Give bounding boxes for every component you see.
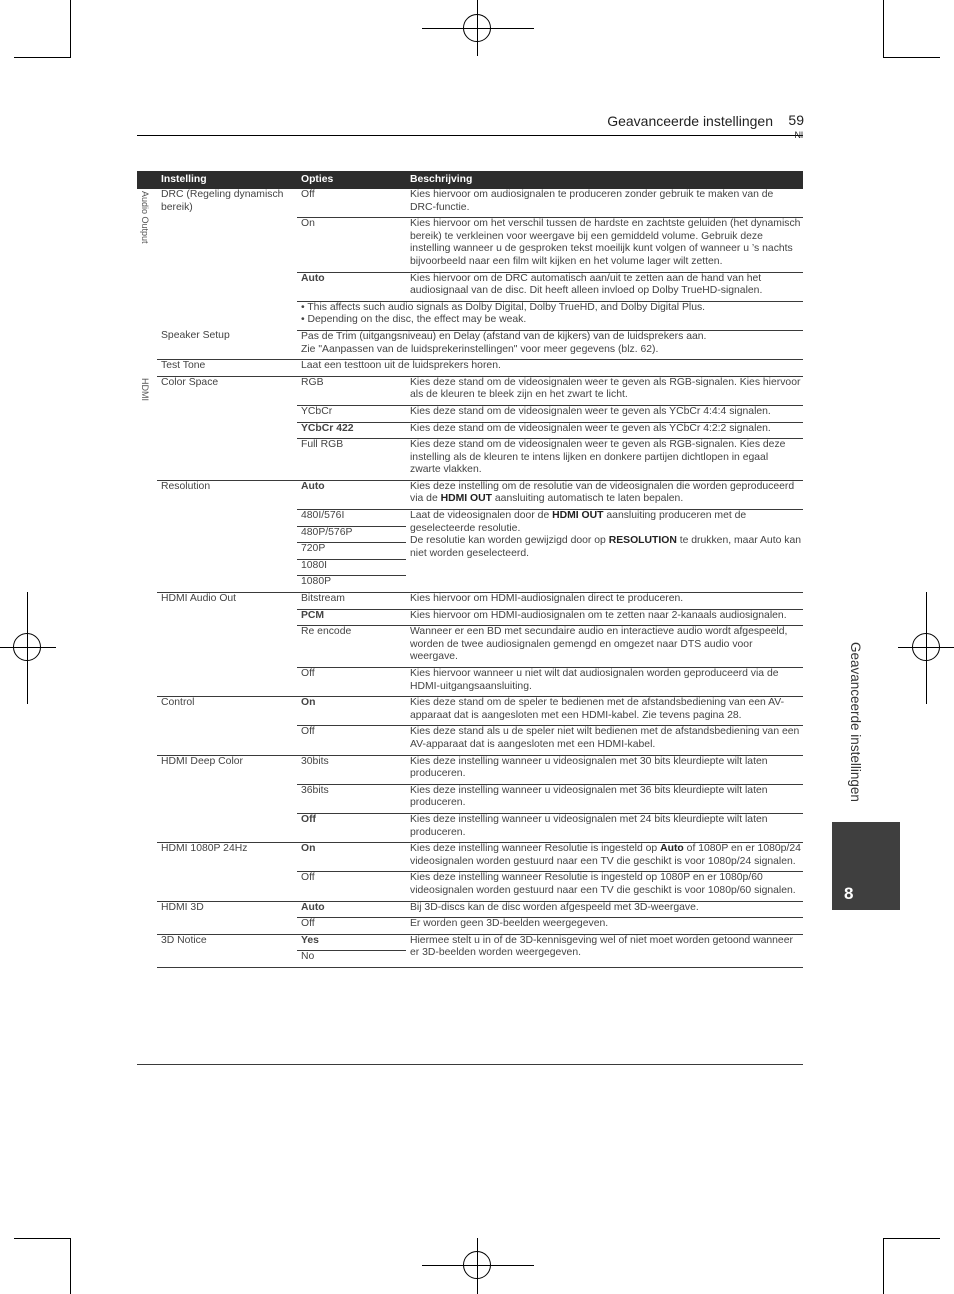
option-cell: Auto: [297, 272, 406, 301]
description-text: aansluiting automatisch te laten bepalen.: [492, 493, 684, 505]
option-cell: 30bits: [297, 755, 406, 784]
description-cell: [406, 510, 803, 593]
setting-cell: HDMI 1080P 24Hz: [157, 843, 297, 901]
option-cell: YCbCr 422: [297, 422, 406, 439]
option-cell: On: [297, 843, 406, 872]
option-cell: Bitstream: [297, 593, 406, 610]
description-line: Pas de Trim (uitgangsniveau) en Delay (afstand van de kijkers) van de luidsprekers aan.: [301, 330, 707, 342]
option-cell: Auto: [297, 480, 406, 509]
option-cell: YCbCr: [297, 405, 406, 422]
setting-cell: Resolution: [157, 480, 297, 592]
description-cell: Kies deze stand om de videosignalen weer te geven als RGB-signalen. Kies deze instelling als de kleuren te intens lijken en donkere partijen dichtlopen in egaal zwarte vlakken.: [406, 439, 803, 481]
crop-mark: [883, 1238, 884, 1294]
crop-mark: [70, 1238, 71, 1294]
table-row: [137, 480, 803, 509]
description-cell: Kies hiervoor om HDMI-audiosignalen direct te produceren.: [406, 593, 803, 610]
description-cell: Kies deze instelling wanneer Resolutie is ingesteld op 1080P en er 1080p/60 videosignalen worden gestuurd naar een TV die geschikt is voor 1080p/60 signalen.: [406, 872, 803, 901]
option-cell: RGB: [297, 376, 406, 405]
description-text: of 1080P en er 1080p/24 videosignalen worden gestuurd naar een TV die geschikt is voor 1080p/24 signalen.: [410, 843, 801, 867]
registration-circle: [912, 633, 940, 661]
chapter-side-title: Geavanceerde instellingen: [848, 642, 863, 802]
description-cell: Wanneer er een BD met secundaire audio en interactieve audio wordt afgespeeld, worden de twee audiosignalen gemengd en omgezet naar DTS audio voor weergave.: [406, 626, 803, 668]
description-text: te drukken, maar Auto kan niet worden geselecteerd.: [410, 535, 802, 559]
group-cell: [137, 376, 157, 967]
option-cell: Re encode: [297, 626, 406, 668]
chapter-tab: [832, 822, 900, 910]
description-cell: Er worden geen 3D-beelden weergegeven.: [406, 918, 803, 935]
option-cell: Off: [297, 726, 406, 755]
description-cell: Bij 3D-discs kan de disc worden afgespeeld met 3D-weergave.: [406, 901, 803, 918]
setting-cell: Control: [157, 697, 297, 755]
option-cell: 1080P: [297, 576, 406, 593]
setting-cell: HDMI 3D: [157, 901, 297, 934]
description-cell: Hiermee stelt u in of de 3D-kennisgeving wel of niet moet worden getoond wanneer er 3D-beelden worden weergegeven.: [406, 934, 803, 967]
crop-mark: [883, 1238, 940, 1239]
table-row: [137, 593, 803, 610]
auto-label: Auto: [660, 843, 684, 855]
description-cell: Kies deze stand om de videosignalen weer te geven als RGB-signalen. Kies hiervoor als de kleuren te bleek zijn en het zwart te licht.: [406, 376, 803, 405]
column-header: Beschrijving: [406, 171, 803, 189]
setting-cell: HDMI Deep Color: [157, 755, 297, 843]
crop-mark: [14, 57, 71, 58]
setting-cell: DRC (Regeling dynamisch bereik): [161, 189, 284, 213]
crop-mark: [70, 0, 71, 58]
description-line: Zie "Aanpassen van de luidsprekerinstellingen" voor meer gegevens (blz. 62).: [301, 343, 659, 355]
description-text: De resolutie kan worden gewijzigd door op: [410, 535, 609, 547]
option-cell: Full RGB: [297, 439, 406, 481]
table-row: [137, 189, 803, 218]
description-cell: [297, 330, 803, 359]
description-line: [410, 510, 801, 535]
description-cell: Kies deze stand om de videosignalen weer te geven als YCbCr 4:4:4 signalen.: [406, 405, 803, 422]
setting-cell: Color Space: [157, 376, 297, 480]
description-cell: Kies deze instelling wanneer u videosignalen met 36 bits kleurdiepte wilt laten produceren.: [406, 784, 803, 813]
description-text: Kies deze instelling om de resolutie van de videosignalen die worden geproduceerd via de: [410, 480, 795, 505]
description-cell: Kies deze instelling wanneer u videosignalen met 30 bits kleurdiepte wilt laten produceren.: [406, 755, 803, 784]
description-text: Laat de videosignalen door de: [410, 510, 553, 522]
settings-table: [137, 171, 803, 968]
table-bottom-rule: [137, 1064, 803, 1065]
group-label-hdmi: HDMI: [140, 378, 150, 402]
crop-mark: [883, 57, 940, 58]
description-cell: Kies hiervoor wanneer u niet wilt dat audiosignalen worden geproduceerd via de HDMI-uitgangsaansluiting.: [406, 668, 803, 697]
page-title: Geavanceerde instellingen: [607, 113, 773, 129]
registration-circle: [463, 1251, 491, 1279]
table-row: [137, 697, 803, 726]
description-cell: Kies deze stand om de speler te bedienen met de afstandsbediening van een AV-apparaat dat is aangesloten met een HDMI-kabel. Zie tevens pagina 28.: [406, 697, 803, 726]
table-row: [137, 755, 803, 784]
option-cell: 720P: [297, 543, 406, 560]
note-line: • Depending on the disc, the effect may be weak.: [301, 314, 527, 326]
table-row: [137, 901, 803, 918]
table-header-row: [137, 171, 803, 189]
option-cell: 480P/576P: [297, 526, 406, 543]
table-row: [137, 330, 803, 359]
column-header: Opties: [297, 171, 406, 189]
group-cell: [137, 189, 157, 376]
option-cell: On: [297, 218, 406, 272]
description-text: aansluiting produceren met de geselecteerde resolutie.: [410, 510, 747, 534]
group-label-audio-output: Audio Output: [140, 191, 150, 244]
description-text: Kies deze instelling wanneer Resolutie is ingesteld op: [410, 843, 661, 855]
registration-circle: [13, 633, 41, 661]
option-cell: Off: [297, 668, 406, 697]
description-cell: [406, 480, 803, 509]
description-cell: Kies deze stand als u de speler niet wilt bedienen met de afstandsbediening van een AV-apparaat dat is aangesloten met een HDMI-kabel.: [406, 726, 803, 755]
table-row: [137, 843, 803, 872]
option-cell: 1080I: [297, 559, 406, 576]
option-cell: Yes: [297, 934, 406, 951]
description-cell: Kies hiervoor om HDMI-audiosignalen om te zetten naar 2-kanaals audiosignalen.: [406, 609, 803, 626]
crop-mark: [883, 0, 884, 58]
option-cell: Off: [297, 189, 406, 218]
description-cell: Kies deze stand om de videosignalen weer te geven als YCbCr 4:2:2 signalen.: [406, 422, 803, 439]
description-cell: Laat een testtoon uit de luidsprekers horen.: [297, 360, 803, 377]
description-cell: Kies hiervoor om het verschil tussen de hardste en zachtste geluiden (het dynamisch bereik) te verkleinen voor weergave bij een gemiddeld volume. Gebruik deze instelling wanneer u de gesproken tekst moeilijk kunt volgen of wanneer u ’s nachts bijvoorbeeld naar een film wilt kijken en het volume lager wilt zetten.: [406, 218, 803, 272]
option-cell: On: [297, 697, 406, 726]
description-cell: Kies hiervoor om de DRC automatisch aan/uit te zetten aan de hand van het audiosignaal van de disc. Dit heeft alleen invloed op Dolby TrueHD-signalen.: [406, 272, 803, 301]
option-cell: Off: [297, 918, 406, 935]
option-cell: 36bits: [297, 784, 406, 813]
setting-cell: 3D Notice: [157, 934, 297, 967]
hdmi-out-label: HDMI OUT: [440, 493, 492, 505]
setting-cell: HDMI Audio Out: [157, 593, 297, 697]
setting-cell: Speaker Setup: [157, 330, 297, 359]
description-line: [410, 535, 801, 560]
table-row: [137, 934, 803, 951]
option-cell: 480I/576I: [297, 510, 406, 527]
crop-mark: [14, 1238, 71, 1239]
description-cell: Kies hiervoor om audiosignalen te produceren zonder gebruik te maken van de DRC-functie.: [406, 189, 803, 218]
option-cell: Off: [297, 872, 406, 901]
description-cell: Kies deze instelling wanneer u videosignalen met 24 bits kleurdiepte wilt laten produceren.: [406, 813, 803, 842]
chapter-number: 8: [844, 884, 854, 903]
option-cell: Auto: [297, 901, 406, 918]
description-cell: [406, 843, 803, 872]
language-code: Nl: [794, 130, 803, 140]
table-row: [137, 376, 803, 405]
header-group-cell: [137, 171, 157, 189]
resolution-button-label: RESOLUTION: [608, 535, 677, 547]
option-cell: Off: [297, 813, 406, 842]
note-cell: [297, 301, 803, 330]
registration-circle: [463, 14, 491, 42]
table-row: [137, 360, 803, 377]
page-number: 59: [788, 112, 804, 128]
option-cell: No: [297, 951, 406, 968]
column-header: Instelling: [157, 171, 297, 189]
hdmi-out-label: HDMI OUT: [552, 510, 604, 522]
option-cell: PCM: [297, 609, 406, 626]
note-line: • This affects such audio signals as Dolby Digital, Dolby TrueHD, and Dolby Digital Plus.: [301, 301, 706, 313]
page-header: [137, 111, 804, 140]
setting-cell: Test Tone: [157, 360, 297, 377]
